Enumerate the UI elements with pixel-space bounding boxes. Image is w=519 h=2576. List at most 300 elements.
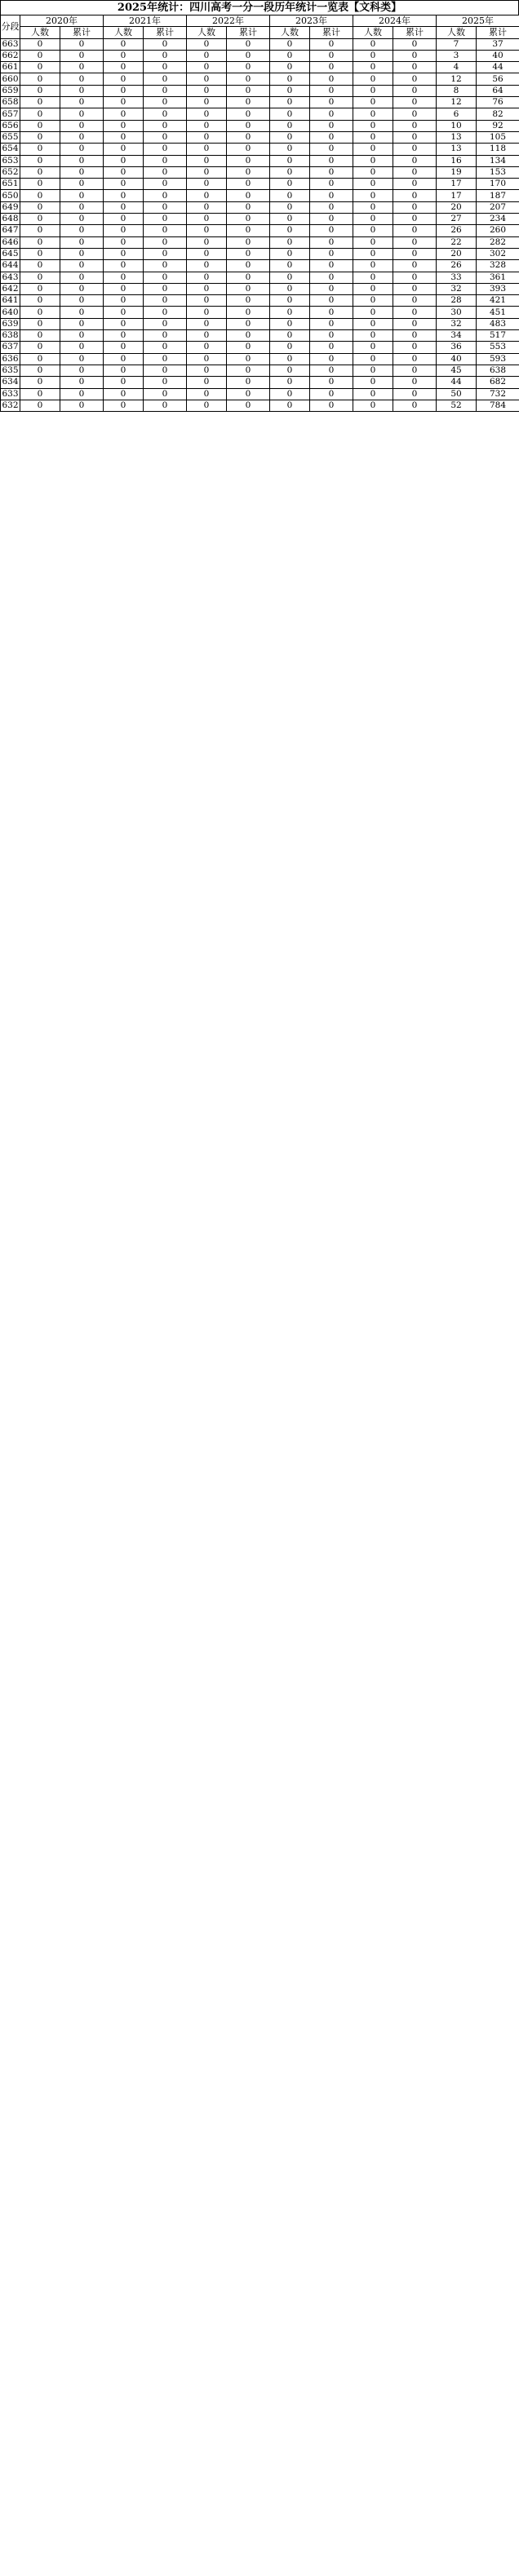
count-cell: 0 xyxy=(104,50,144,61)
table-row xyxy=(1,248,519,259)
count-cell: 0 xyxy=(104,108,144,120)
score-cell: 635 xyxy=(2,365,19,376)
count-cell: 0 xyxy=(187,190,227,201)
cumulative-cell: 0 xyxy=(393,120,437,131)
count-cell: 0 xyxy=(270,307,310,318)
score-cell: 648 xyxy=(2,214,19,224)
cumulative-cell: 0 xyxy=(144,353,187,365)
table-row xyxy=(1,201,519,213)
table-row xyxy=(1,353,519,365)
count-cell: 0 xyxy=(20,236,60,248)
table-row xyxy=(1,144,519,155)
cumulative-cell: 0 xyxy=(227,38,270,50)
count-cell: 0 xyxy=(20,388,60,400)
cumulative-cell: 0 xyxy=(310,295,353,307)
cumulative-cell: 0 xyxy=(227,50,270,61)
cumulative-cell: 0 xyxy=(227,144,270,155)
count-cell: 0 xyxy=(20,85,60,96)
count-cell: 0 xyxy=(187,62,227,73)
score-cell: 655 xyxy=(2,132,19,143)
count-cell: 0 xyxy=(20,62,60,73)
score-cell: 647 xyxy=(2,225,19,236)
count-cell: 0 xyxy=(353,248,393,259)
cumulative-cell: 0 xyxy=(310,400,353,411)
count-cell: 0 xyxy=(270,38,310,50)
cumulative-cell: 0 xyxy=(144,400,187,411)
cumulative-cell: 593 xyxy=(477,353,519,365)
count-cell: 0 xyxy=(187,120,227,131)
cumulative-cell: 0 xyxy=(393,190,437,201)
count-cell: 0 xyxy=(270,365,310,376)
cumulative-cell: 0 xyxy=(310,166,353,178)
cumulative-cell: 0 xyxy=(60,365,104,376)
cumulative-cell: 0 xyxy=(144,377,187,388)
cumulative-cell: 517 xyxy=(477,330,519,342)
count-cell: 0 xyxy=(20,155,60,166)
cumulative-cell: 0 xyxy=(227,307,270,318)
cumulative-cell: 0 xyxy=(144,38,187,50)
cumulative-cell: 0 xyxy=(60,62,104,73)
count-cell: 0 xyxy=(353,260,393,272)
cumulative-cell: 0 xyxy=(144,272,187,283)
cumulative-cell: 0 xyxy=(144,144,187,155)
cumulative-cell: 784 xyxy=(477,400,519,411)
count-cell: 0 xyxy=(353,353,393,365)
count-cell: 22 xyxy=(437,236,477,248)
count-cell: 52 xyxy=(437,400,477,411)
cumulative-header: 累计 xyxy=(227,27,270,38)
cumulative-cell: 0 xyxy=(393,155,437,166)
cumulative-header: 累计 xyxy=(144,27,187,38)
cumulative-cell: 0 xyxy=(393,365,437,376)
count-cell: 0 xyxy=(187,260,227,272)
cumulative-cell: 260 xyxy=(477,225,519,236)
count-cell: 0 xyxy=(270,85,310,96)
count-cell: 0 xyxy=(270,377,310,388)
cumulative-cell: 0 xyxy=(227,179,270,190)
count-cell: 0 xyxy=(20,365,60,376)
cumulative-cell: 44 xyxy=(477,62,519,73)
cumulative-cell: 0 xyxy=(310,225,353,236)
count-cell: 0 xyxy=(270,214,310,225)
cumulative-cell: 0 xyxy=(393,283,437,294)
cumulative-cell: 638 xyxy=(477,365,519,376)
cumulative-cell: 0 xyxy=(60,179,104,190)
count-cell: 0 xyxy=(104,353,144,365)
cumulative-cell: 0 xyxy=(310,377,353,388)
score-cell: 659 xyxy=(2,85,19,95)
cumulative-cell: 0 xyxy=(60,214,104,225)
cumulative-cell: 0 xyxy=(60,318,104,329)
cumulative-cell: 0 xyxy=(60,166,104,178)
count-cell: 0 xyxy=(20,260,60,272)
cumulative-cell: 0 xyxy=(393,50,437,61)
count-cell: 0 xyxy=(20,272,60,283)
count-cell: 0 xyxy=(187,353,227,365)
score-cell: 639 xyxy=(2,318,19,329)
count-cell: 0 xyxy=(104,307,144,318)
score-cell: 663 xyxy=(2,38,19,49)
cumulative-cell: 0 xyxy=(393,144,437,155)
score-cell: 656 xyxy=(2,120,19,130)
table-row xyxy=(1,38,519,50)
table-row xyxy=(1,377,519,388)
count-header: 人数 xyxy=(437,27,477,38)
count-cell: 0 xyxy=(20,295,60,307)
count-cell: 0 xyxy=(187,365,227,376)
cumulative-cell: 0 xyxy=(60,73,104,85)
year-header: 2021年 xyxy=(104,15,187,27)
score-cell: 662 xyxy=(2,51,19,61)
cumulative-cell: 76 xyxy=(477,97,519,108)
count-cell: 0 xyxy=(20,144,60,155)
table-row xyxy=(1,365,519,376)
count-cell: 26 xyxy=(437,260,477,272)
cumulative-cell: 0 xyxy=(393,377,437,388)
cumulative-cell: 0 xyxy=(60,295,104,307)
cumulative-cell: 0 xyxy=(227,260,270,272)
count-cell: 0 xyxy=(270,179,310,190)
count-cell: 0 xyxy=(270,260,310,272)
count-cell: 0 xyxy=(104,318,144,329)
count-cell: 20 xyxy=(437,201,477,213)
cumulative-cell: 0 xyxy=(310,62,353,73)
count-cell: 0 xyxy=(187,179,227,190)
count-cell: 0 xyxy=(104,400,144,411)
cumulative-cell: 0 xyxy=(227,155,270,166)
table-row xyxy=(1,330,519,342)
cumulative-cell: 0 xyxy=(227,330,270,342)
table-row xyxy=(1,307,519,318)
cumulative-cell: 0 xyxy=(310,365,353,376)
cumulative-cell: 0 xyxy=(393,108,437,120)
cumulative-cell: 0 xyxy=(310,97,353,108)
cumulative-cell: 0 xyxy=(393,260,437,272)
count-cell: 0 xyxy=(187,166,227,178)
cumulative-cell: 0 xyxy=(227,400,270,411)
count-cell: 0 xyxy=(353,318,393,329)
cumulative-cell: 0 xyxy=(310,144,353,155)
cumulative-cell: 0 xyxy=(227,318,270,329)
table-row xyxy=(1,131,519,143)
count-cell: 0 xyxy=(270,201,310,213)
count-cell: 0 xyxy=(20,342,60,353)
cumulative-cell: 118 xyxy=(477,144,519,155)
count-cell: 40 xyxy=(437,353,477,365)
count-cell: 0 xyxy=(270,388,310,400)
cumulative-cell: 0 xyxy=(310,73,353,85)
count-cell: 33 xyxy=(437,272,477,283)
count-cell: 36 xyxy=(437,342,477,353)
count-cell: 0 xyxy=(353,272,393,283)
count-cell: 0 xyxy=(104,388,144,400)
count-cell: 0 xyxy=(187,108,227,120)
count-cell: 0 xyxy=(187,201,227,213)
cumulative-cell: 153 xyxy=(477,166,519,178)
cumulative-cell: 0 xyxy=(144,330,187,342)
year-header: 2024年 xyxy=(353,15,437,27)
cumulative-cell: 0 xyxy=(310,236,353,248)
cumulative-cell: 134 xyxy=(477,155,519,166)
cumulative-header: 累计 xyxy=(477,27,519,38)
cumulative-cell: 0 xyxy=(60,38,104,50)
count-cell: 0 xyxy=(353,201,393,213)
count-cell: 28 xyxy=(437,295,477,307)
cumulative-cell: 56 xyxy=(477,73,519,85)
count-cell: 0 xyxy=(104,248,144,259)
table-row xyxy=(1,342,519,353)
count-cell: 0 xyxy=(353,38,393,50)
cumulative-cell: 483 xyxy=(477,318,519,329)
count-cell: 0 xyxy=(187,330,227,342)
count-cell: 0 xyxy=(270,318,310,329)
count-cell: 32 xyxy=(437,283,477,294)
cumulative-cell: 421 xyxy=(477,295,519,307)
table-row xyxy=(1,50,519,61)
count-cell: 0 xyxy=(187,50,227,61)
cumulative-cell: 92 xyxy=(477,120,519,131)
score-cell: 646 xyxy=(2,236,19,247)
count-cell: 0 xyxy=(20,166,60,178)
count-cell: 12 xyxy=(437,73,477,85)
count-cell: 0 xyxy=(187,400,227,411)
cumulative-cell: 0 xyxy=(144,62,187,73)
count-cell: 0 xyxy=(20,179,60,190)
table-row xyxy=(1,283,519,294)
count-cell: 0 xyxy=(20,131,60,143)
count-cell: 0 xyxy=(270,155,310,166)
table-row xyxy=(1,62,519,73)
count-cell: 0 xyxy=(187,342,227,353)
cumulative-cell: 0 xyxy=(393,97,437,108)
count-cell: 4 xyxy=(437,62,477,73)
cumulative-cell: 0 xyxy=(393,330,437,342)
score-cell: 633 xyxy=(2,388,19,399)
cumulative-cell: 0 xyxy=(227,365,270,376)
cumulative-cell: 0 xyxy=(60,50,104,61)
cumulative-cell: 0 xyxy=(60,201,104,213)
count-cell: 0 xyxy=(104,236,144,248)
cumulative-cell: 0 xyxy=(393,248,437,259)
score-cell: 657 xyxy=(2,108,19,119)
count-cell: 0 xyxy=(270,108,310,120)
cumulative-cell: 0 xyxy=(60,144,104,155)
count-cell: 16 xyxy=(437,155,477,166)
count-cell: 6 xyxy=(437,108,477,120)
cumulative-cell: 0 xyxy=(227,85,270,96)
cumulative-cell: 0 xyxy=(227,97,270,108)
cumulative-cell: 0 xyxy=(144,179,187,190)
cumulative-cell: 0 xyxy=(227,236,270,248)
count-cell: 0 xyxy=(187,97,227,108)
cumulative-cell: 0 xyxy=(310,85,353,96)
cumulative-cell: 0 xyxy=(393,214,437,225)
count-cell: 0 xyxy=(20,201,60,213)
count-cell: 0 xyxy=(104,144,144,155)
cumulative-cell: 0 xyxy=(227,272,270,283)
cumulative-cell: 0 xyxy=(144,97,187,108)
count-cell: 0 xyxy=(187,248,227,259)
cumulative-cell: 0 xyxy=(393,353,437,365)
table-row xyxy=(1,85,519,96)
table-row xyxy=(1,388,519,400)
count-cell: 17 xyxy=(437,190,477,201)
count-cell: 0 xyxy=(104,295,144,307)
cumulative-cell: 328 xyxy=(477,260,519,272)
year-header-row xyxy=(1,15,519,27)
count-cell: 0 xyxy=(187,377,227,388)
count-cell: 0 xyxy=(104,342,144,353)
count-cell: 0 xyxy=(353,155,393,166)
count-cell: 0 xyxy=(353,190,393,201)
count-cell: 0 xyxy=(187,73,227,85)
cumulative-cell: 0 xyxy=(227,190,270,201)
cumulative-cell: 0 xyxy=(310,318,353,329)
cumulative-cell: 0 xyxy=(227,377,270,388)
count-cell: 0 xyxy=(20,318,60,329)
cumulative-cell: 0 xyxy=(393,342,437,353)
cumulative-header: 累计 xyxy=(393,27,437,38)
cumulative-cell: 0 xyxy=(310,260,353,272)
cumulative-cell: 0 xyxy=(144,166,187,178)
cumulative-cell: 0 xyxy=(144,108,187,120)
cumulative-cell: 0 xyxy=(227,62,270,73)
table-row xyxy=(1,179,519,190)
count-cell: 0 xyxy=(104,377,144,388)
count-cell: 0 xyxy=(104,330,144,342)
count-cell: 3 xyxy=(437,50,477,61)
cumulative-cell: 0 xyxy=(393,295,437,307)
cumulative-cell: 0 xyxy=(310,342,353,353)
count-cell: 0 xyxy=(270,342,310,353)
cumulative-cell: 0 xyxy=(310,248,353,259)
score-cell: 651 xyxy=(2,179,19,189)
count-cell: 17 xyxy=(437,179,477,190)
cumulative-cell: 0 xyxy=(310,50,353,61)
cumulative-cell: 0 xyxy=(144,295,187,307)
cumulative-cell: 0 xyxy=(310,330,353,342)
cumulative-cell: 0 xyxy=(310,38,353,50)
count-cell: 0 xyxy=(20,225,60,236)
score-cell: 661 xyxy=(2,62,19,73)
score-cell: 644 xyxy=(2,260,19,271)
cumulative-cell: 105 xyxy=(477,131,519,143)
cumulative-header: 累计 xyxy=(310,27,353,38)
cumulative-cell: 0 xyxy=(144,201,187,213)
count-cell: 0 xyxy=(353,365,393,376)
cumulative-cell: 0 xyxy=(144,260,187,272)
count-cell: 0 xyxy=(270,166,310,178)
count-cell: 0 xyxy=(104,38,144,50)
cumulative-cell: 0 xyxy=(144,50,187,61)
count-cell: 12 xyxy=(437,97,477,108)
count-cell: 45 xyxy=(437,365,477,376)
cumulative-cell: 0 xyxy=(60,225,104,236)
count-cell: 0 xyxy=(187,236,227,248)
count-cell: 0 xyxy=(270,283,310,294)
count-cell: 0 xyxy=(20,108,60,120)
cumulative-cell: 40 xyxy=(477,50,519,61)
count-cell: 0 xyxy=(270,272,310,283)
count-cell: 0 xyxy=(104,201,144,213)
cumulative-cell: 0 xyxy=(144,120,187,131)
cumulative-cell: 0 xyxy=(227,342,270,353)
score-cell: 658 xyxy=(2,97,19,108)
count-cell: 0 xyxy=(353,236,393,248)
score-cell: 632 xyxy=(2,400,19,410)
cumulative-cell: 0 xyxy=(60,388,104,400)
cumulative-cell: 0 xyxy=(310,353,353,365)
count-cell: 0 xyxy=(104,97,144,108)
cumulative-cell: 0 xyxy=(227,73,270,85)
count-cell: 10 xyxy=(437,120,477,131)
count-cell: 0 xyxy=(20,330,60,342)
cumulative-cell: 0 xyxy=(393,225,437,236)
count-cell: 0 xyxy=(270,400,310,411)
count-cell: 0 xyxy=(353,120,393,131)
score-cell: 654 xyxy=(2,144,19,154)
count-cell: 0 xyxy=(104,179,144,190)
cumulative-cell: 0 xyxy=(227,295,270,307)
table-row xyxy=(1,73,519,85)
count-cell: 13 xyxy=(437,131,477,143)
table-row xyxy=(1,400,519,411)
score-cell: 650 xyxy=(2,190,19,201)
count-cell: 0 xyxy=(104,260,144,272)
count-cell: 0 xyxy=(20,353,60,365)
count-cell: 0 xyxy=(187,295,227,307)
count-cell: 0 xyxy=(353,225,393,236)
count-cell: 0 xyxy=(270,190,310,201)
cumulative-cell: 0 xyxy=(393,131,437,143)
cumulative-cell: 0 xyxy=(310,201,353,213)
count-cell: 0 xyxy=(187,272,227,283)
count-cell: 20 xyxy=(437,248,477,259)
cumulative-cell: 0 xyxy=(60,131,104,143)
count-cell: 0 xyxy=(270,120,310,131)
table-row xyxy=(1,97,519,108)
count-cell: 0 xyxy=(270,50,310,61)
year-header: 2023年 xyxy=(270,15,353,27)
count-cell: 0 xyxy=(20,38,60,50)
table-row xyxy=(1,166,519,178)
count-cell: 0 xyxy=(353,214,393,225)
count-cell: 0 xyxy=(187,155,227,166)
cumulative-cell: 0 xyxy=(144,388,187,400)
cumulative-cell: 0 xyxy=(393,388,437,400)
cumulative-cell: 0 xyxy=(310,179,353,190)
cumulative-cell: 82 xyxy=(477,108,519,120)
score-cell: 653 xyxy=(2,155,19,166)
cumulative-cell: 451 xyxy=(477,307,519,318)
count-header: 人数 xyxy=(270,27,310,38)
count-cell: 0 xyxy=(353,400,393,411)
count-cell: 0 xyxy=(20,248,60,259)
table-row xyxy=(1,108,519,120)
cumulative-cell: 0 xyxy=(60,155,104,166)
count-cell: 0 xyxy=(353,85,393,96)
cumulative-cell: 0 xyxy=(310,272,353,283)
cumulative-cell: 0 xyxy=(393,201,437,213)
count-cell: 27 xyxy=(437,214,477,225)
count-cell: 0 xyxy=(104,272,144,283)
count-header: 人数 xyxy=(104,27,144,38)
cumulative-cell: 0 xyxy=(310,131,353,143)
cumulative-cell: 361 xyxy=(477,272,519,283)
cumulative-cell: 0 xyxy=(144,131,187,143)
count-cell: 26 xyxy=(437,225,477,236)
cumulative-cell: 0 xyxy=(144,236,187,248)
